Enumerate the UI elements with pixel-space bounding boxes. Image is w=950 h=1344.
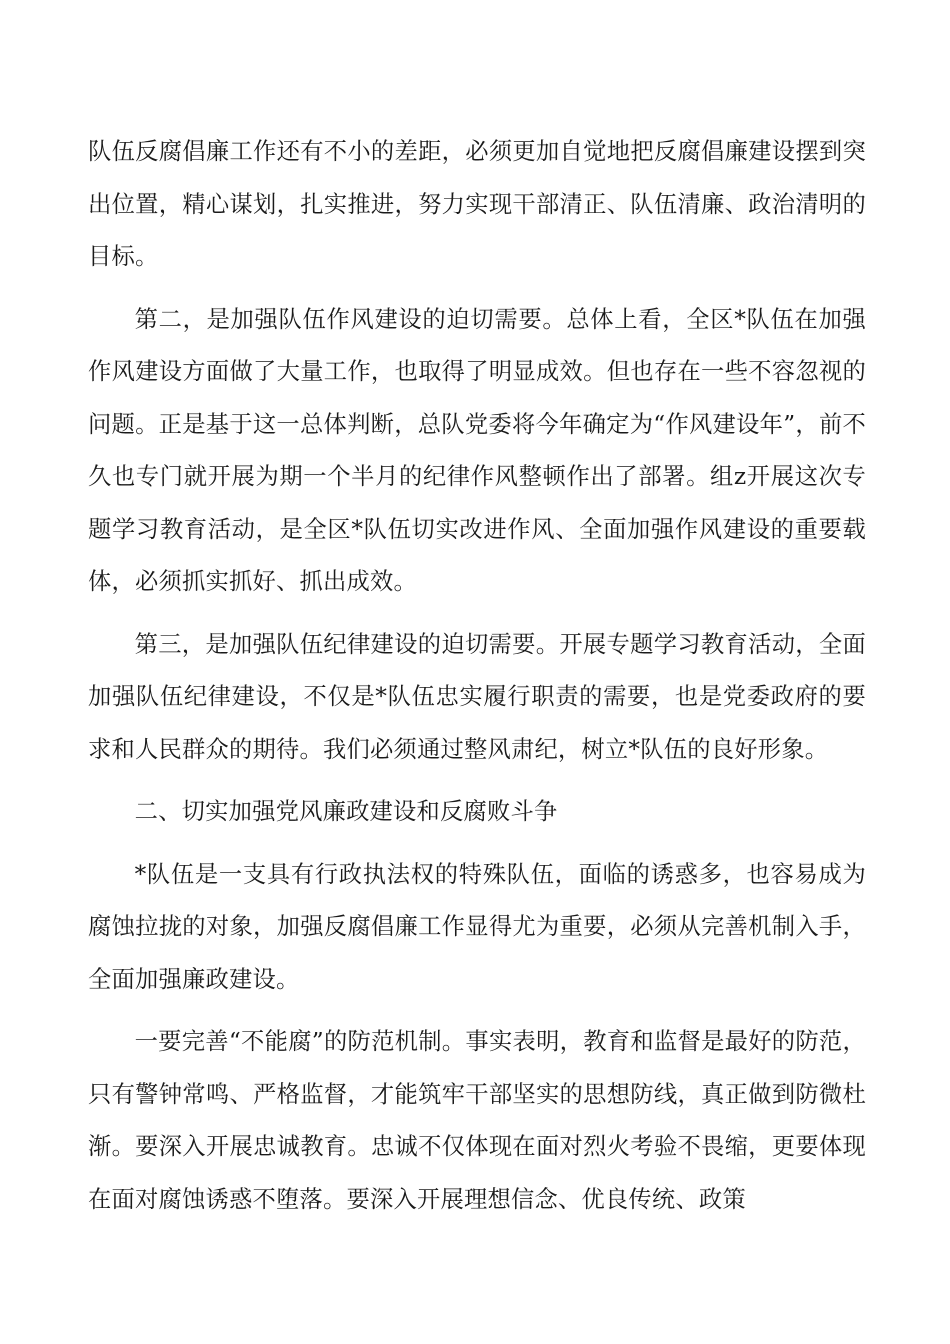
paragraph-4: *队伍是一支具有行政执法权的特殊队伍，面临的诱惑多，也容易成为腐蚀拉拢的对象，加强反腐倡廉工作显得尤为重要，必须从完善机制入手，全面加强廉政建设。 [88, 860, 866, 993]
paragraph-2: 第二，是加强队伍作风建设的迫切需要。总体上看，全区*队伍在加强作风建设方面做了大量工作，也取得了明显成效。但也存在一些不容忽视的问题。正是基于这一总体判断，总队党委将今年确定为“作风建设年”，前不久也专门就开展为期一个半月的纪律作风整顿作出了部署。组z开展这次专题学习教育活动，是全区*队伍切实改进作风、全面加强作风建设的重要载体，必须抓实抓好、抓出成效。 [88, 305, 866, 595]
paragraph-3: 第三，是加强队伍纪律建设的迫切需要。开展专题学习教育活动，全面加强队伍纪律建设，不仅是*队伍忠实履行职责的需要，也是党委政府的要求和人民群众的期待。我们必须通过整风肃纪，树立*队伍的良好形象。 [88, 630, 866, 763]
document-page [88, 126, 866, 1236]
paragraph-1: 队伍反腐倡廉工作还有不小的差距，必须更加自觉地把反腐倡廉建设摆到突出位置，精心谋划，扎实推进，努力实现干部清正、队伍清廉、政治清明的目标。 [88, 138, 866, 270]
section-heading: 二、切实加强党风廉政建设和反腐败斗争 [134, 798, 558, 825]
paragraph-5: 一要完善“不能腐”的防范机制。事实表明，教育和监督是最好的防范，只有警钟常鸣、严格监督，才能筑牢干部坚实的思想防线，真正做到防微杜渐。要深入开展忠诚教育。忠诚不仅体现在面对烈火考验不畏缩，更要体现在面对腐蚀诱惑不堕落。要深入开展理想信念、优良传统、政策 [88, 1028, 866, 1213]
